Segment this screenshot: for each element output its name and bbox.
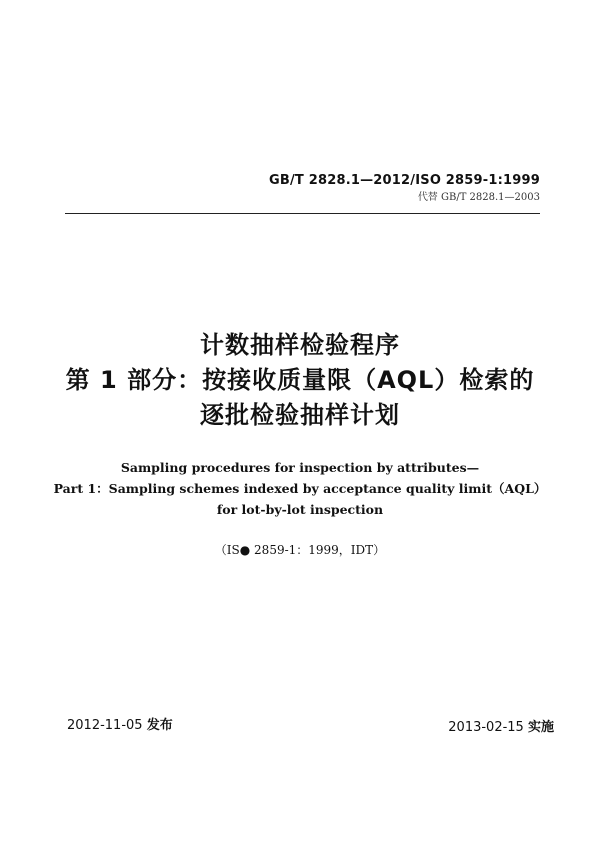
implement-label: 实施 [527,720,554,735]
implement-date-block [448,719,554,737]
chinese-title [0,328,600,433]
chinese-title-line-2: 第 1 部分：按接收质量限（AQL）检索的 [65,366,535,394]
english-title-line-2: Part 1：Sampling schemes indexed by acceptance quality limit（AQL） [53,481,547,496]
standard-number: GB/T 2828.1—2012/ISO 2859-1:1999 [269,173,540,188]
header-divider [65,213,540,214]
adoption-note: （IS● 2859-1：1999，IDT） [214,543,386,557]
issue-date-block [67,717,173,735]
english-title [0,457,600,520]
issue-label: 发布 [146,718,173,733]
replaces-note: 代替 GB/T 2828.1—2003 [417,192,540,203]
implement-date: 2013-02-15 [448,720,524,735]
chinese-title-line-1: 计数抽样检验程序 [200,331,400,359]
standard-number-block [269,172,540,204]
issue-date: 2012-11-05 [67,718,143,733]
chinese-title-line-3: 逐批检验抽样计划 [200,401,400,429]
english-title-line-3: for lot-by-lot inspection [216,502,384,517]
english-title-line-1: Sampling procedures for inspection by attributes— [120,460,480,475]
